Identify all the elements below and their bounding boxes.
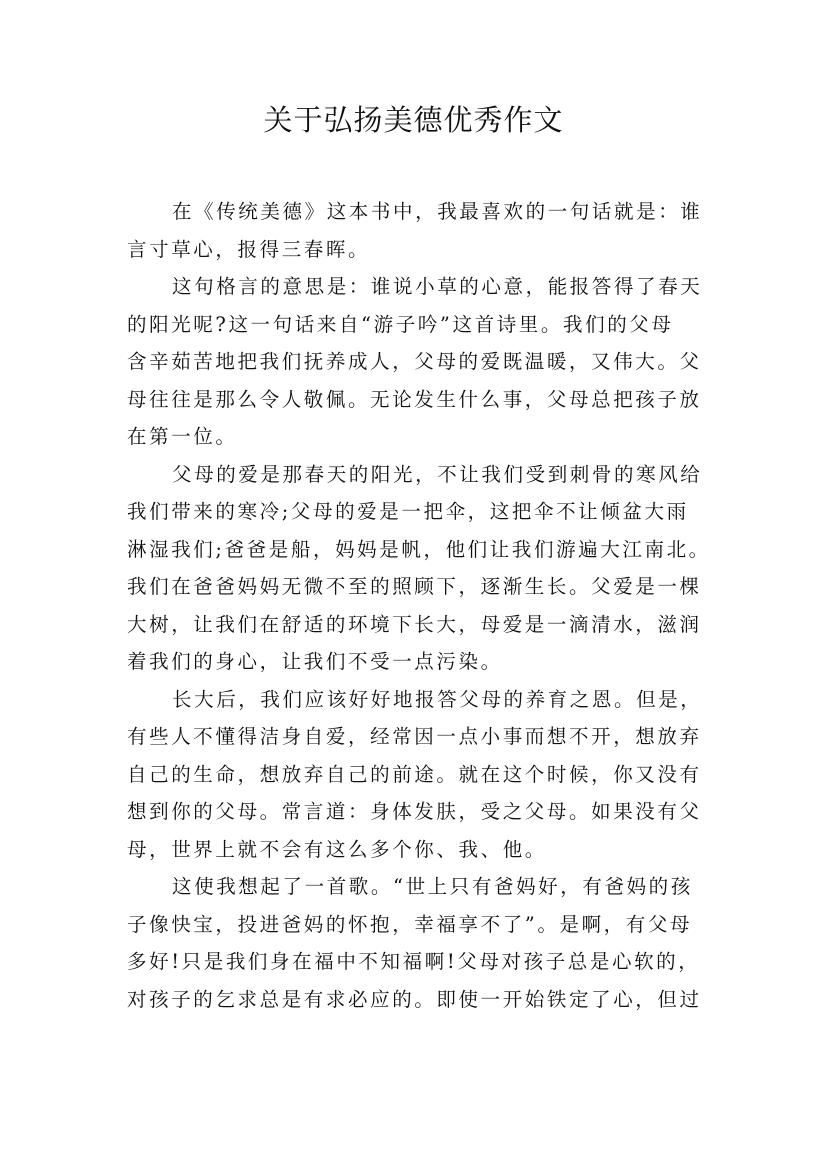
essay-body [127, 193, 717, 1018]
text-line: 母，世界上就不会有这么多个你、我、他。 [127, 837, 547, 861]
text-line: 想到你的父母。常言道：身体发肤，受之父母。如果没有父 [127, 800, 702, 823]
text-line: 言寸草心，报得三春晖。 [127, 237, 371, 261]
text-line: 大树，让我们在舒适的环境下长大，母爱是一滴清水，滋润 [127, 612, 702, 636]
text-line: 我们带来的寒冷;父母的爱是一把伞，这把伞不让倾盆大雨 [127, 500, 689, 523]
document-title: 关于弘扬美德优秀作文 [263, 103, 564, 137]
text-line: 淋湿我们;爸爸是船，妈妈是帆，他们让我们游遍大江南北。 [127, 537, 711, 561]
text-line: 在第一位。 [127, 425, 238, 448]
text-line: 含辛茹苦地把我们抚养成人，父母的爱既温暖，又伟大。父 [127, 350, 702, 373]
text-line: 有些人不懂得洁身自爱，经常因一点小事而想不开，想放弃 [127, 725, 702, 748]
text-line: 这句格言的意思是：谁说小草的心意，能报答得了春天 [172, 275, 703, 298]
text-line: 父母的爱是那春天的阳光，不让我们受到刺骨的寒风给 [172, 462, 703, 486]
text-line: 长大后，我们应该好好地报答父母的养育之恩。但是， [172, 687, 703, 711]
text-line: 的阳光呢?这一句话来自“游子吟”这首诗里。我们的父母 [127, 312, 674, 336]
text-line: 自己的生命，想放弃自己的前途。就在这个时候，你又没有 [127, 762, 702, 786]
text-line: 这使我想起了一首歌。“世上只有爸妈好，有爸妈的孩 [172, 875, 693, 898]
text-line: 在《传统美德》这本书中，我最喜欢的一句话就是：谁 [172, 200, 703, 223]
text-line: 母往往是那么令人敬佩。无论发生什么事，父母总把孩子放 [127, 387, 702, 411]
text-line: 子像快宝，投进爸妈的怀抱，幸福享不了”。是啊，有父母 [127, 912, 693, 936]
text-line: 多好!只是我们身在福中不知福啊!父母对孩子总是心软的， [127, 950, 701, 973]
text-line: 对孩子的乞求总是有求必应的。即使一开始铁定了心，但过 [127, 987, 702, 1011]
text-line: 着我们的身心，让我们不受一点污染。 [127, 650, 503, 673]
text-line: 我们在爸爸妈妈无微不至的照顾下，逐渐生长。父爱是一棵 [127, 575, 702, 598]
